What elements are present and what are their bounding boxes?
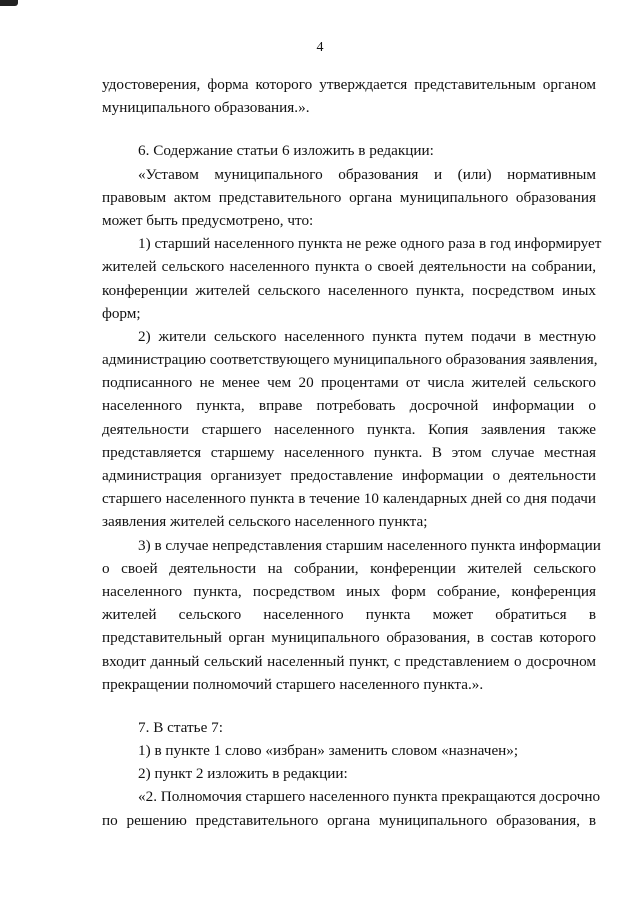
paragraph xyxy=(102,762,596,785)
text-line: 1) в пункте 1 слово «избран» заменить словом «назначен»; xyxy=(138,742,519,760)
text-line: форм; xyxy=(102,304,141,322)
text-line: муниципального образования.». xyxy=(102,99,310,117)
scan-corner-mark xyxy=(0,0,18,6)
text-line: администрация организует предоставление информации о деятельности xyxy=(102,467,596,484)
text-line: населенного пункта, вправе потребовать досрочной информации о xyxy=(102,397,596,415)
text-line: 2) пункт 2 изложить в редакции: xyxy=(138,765,348,783)
document-body xyxy=(102,73,602,832)
text-line: 7. В статье 7: xyxy=(138,718,223,736)
text-line: прекращении полномочий старшего населенного пункта.». xyxy=(102,675,484,693)
paragraph-gap xyxy=(102,696,596,716)
text-line: старшего населенного пункта в течение 10 календарных дней со дня подачи xyxy=(102,490,596,508)
text-line: представляется старшему населенного пункта. В этом случае местная xyxy=(102,443,596,461)
text-line: жителей сельского населенного пункта о своей деятельности на собрании, xyxy=(102,258,596,276)
paragraph xyxy=(102,325,596,534)
text-line: по решению представительного органа муниципального образования, в xyxy=(102,811,596,829)
paragraph xyxy=(102,716,596,739)
text-line: «2. Полномочия старшего населенного пункта прекращаются досрочно xyxy=(138,788,601,806)
paragraph xyxy=(102,785,601,831)
text-line: 3) в случае непредставления старшим населенного пункта информации xyxy=(138,536,601,554)
text-line: конференции жителей сельского населенного пункта, посредством иных xyxy=(102,281,596,299)
text-line: населенного пункта, посредством иных форм собрание, конференция xyxy=(102,582,596,600)
paragraph xyxy=(102,534,601,696)
text-line: «Уставом муниципального образования и (или) нормативным xyxy=(138,165,596,183)
text-line: представительный орган муниципального образования, в состав которого xyxy=(102,629,596,647)
paragraph-gap xyxy=(102,119,596,139)
text-line: о своей деятельности на собрании, конференции жителей сельского xyxy=(102,559,596,577)
text-line: 2) жители сельского населенного пункта путем подачи в местную xyxy=(138,327,596,345)
text-line: подписанного не менее чем 20 процентами от числа жителей сельского xyxy=(102,374,596,392)
text-line: входит данный сельский населенный пункт, с представлением о досрочном xyxy=(102,652,596,670)
text-line: деятельности старшего населенного пункта. Копия заявления также xyxy=(102,420,596,438)
text-line: может быть предусмотрено, что: xyxy=(102,211,314,229)
text-line: 6. Содержание статьи 6 изложить в редакции: xyxy=(138,142,434,160)
text-line: 1) старший населенного пункта не реже одного раза в год информирует xyxy=(138,235,602,253)
text-line: администрацию соответствующего муниципального образования заявления, xyxy=(102,351,598,369)
text-line: удостоверения, форма которого утверждается представительным органом xyxy=(102,76,596,93)
paragraph xyxy=(102,232,602,325)
paragraph xyxy=(102,73,596,119)
text-line: жителей сельского населенного пункта может обратиться в xyxy=(102,606,596,624)
paragraph xyxy=(102,739,596,762)
text-line: заявления жителей сельского населенного пункта; xyxy=(102,513,428,531)
paragraph xyxy=(102,163,596,233)
page-number: 4 xyxy=(316,40,324,55)
text-line: правовым актом представительного органа муниципального образования xyxy=(102,188,596,206)
paragraph xyxy=(102,139,596,162)
